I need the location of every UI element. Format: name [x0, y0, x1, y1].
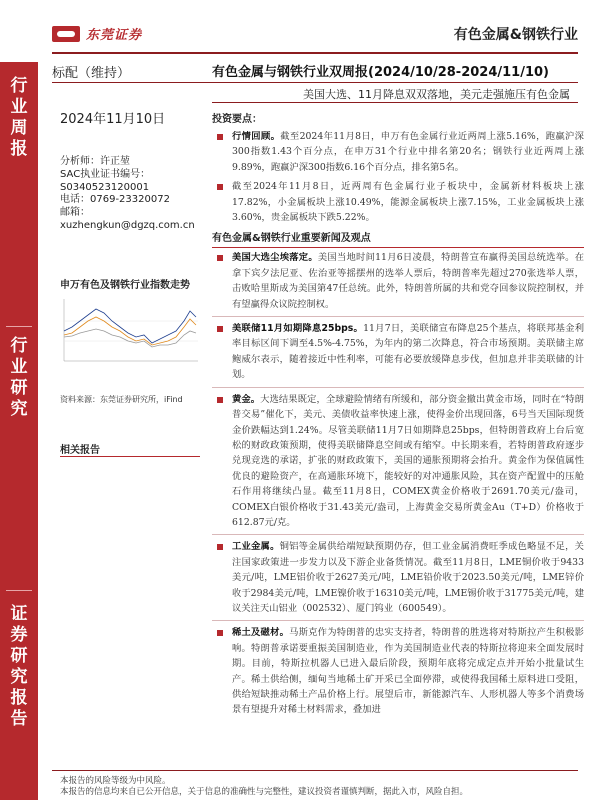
news-head: 黄金。 — [232, 393, 261, 405]
analyst-email[interactable]: xuzhengkun@dgzq.com.cn — [60, 219, 195, 231]
news-text: 铜铝等金属供给端短缺预期仍存，但工业金属消费旺季成色略显不足，关注国家政策进一步发力以及下游企业备货情况。截至11月8日，LME铜价收于9433美元/吨，LME铝价收于2627美元/吨，LME铅价收于2023.50美元/吨，LME锌价收于2984美元/吨，LME镍价收于16310美元/吨，LME锡价收于31775美元/吨，建议关注天山铝业（002532）、厦门钨业（600549）。 — [232, 541, 584, 614]
analyst-info — [60, 156, 195, 233]
footer-divider — [52, 770, 578, 771]
side-label-research: 行业研究 — [10, 336, 28, 419]
side-label-weekly: 行业周报 — [10, 76, 28, 159]
news-text: 11月7日，美联储宣布降息25个基点，将联邦基金利率目标区间下调至4.5%-4.75%，为年内的第二次降息，符合市场预期。美联储主席鲍威尔表示，随着接近中性利率，可能有必要放缓降息步伐，但加息并非美联储的计划。 — [232, 323, 585, 381]
brand-logo — [52, 24, 142, 43]
news-item — [212, 392, 584, 531]
side-divider — [6, 326, 32, 327]
analyst-name: 分析师：许正堃 — [60, 156, 130, 167]
chart-title: 申万有色及钢铁行业指数走势 — [60, 280, 190, 291]
analyst-cert-label: SAC执业证书编号： — [60, 168, 151, 180]
related-reports-title: 相关报告 — [60, 445, 100, 456]
news-item — [212, 539, 584, 616]
main-content — [212, 110, 584, 722]
logo-text: 东莞证券 — [86, 28, 143, 43]
report-date: 2024年11月10日 — [60, 112, 166, 127]
news-text: 马斯克作为特朗普的忠实支持者，特朗普的胜选将对特斯拉产生积极影响。特朗普承诺要重振美国制造业，作为美国制造业代表的特斯拉将迎来全面发展时期。目前，特斯拉机器人已进入最后阶段，预期年底将完成定点并开始小批量试生产。稀土供给侧，缅甸当地稀土矿开采已全面停滞，或使得我国稀土原料进口受阻，供给短缺推动稀土产品价格上行。展望后市，新能源汽车、人形机器人等多个消费场景有望提升对稀土材料需求，叠加进 — [232, 627, 584, 716]
news-text: 大选结果既定，全球避险情绪有所缓和，部分资金撤出黄金市场，同时在“特朗普交易”催化下，美元、美债收益率快速上涨，使得金价出现回落，6号当天国际现货金价跌幅达到1.24%。尽管美联储11月7日如期降息25bps，但特朗普政府上台后宽松的财政政策预期，使得美联储降息空间或有缩窄。中长期来看，若特朗普政府逐步兑现竞选的承诺，扩张的财政政策下，美国的通胀预期将会抬升。黄金作为保值属性优良的避险资产，在高通胀环境下，能较好的对冲通胀风险，其在资产配置中的压舱石作用将继续凸显。截至11月8日，COMEX黄金价格收于2691.70美元/盎司，COMEX白银价格收于31.43美元/盎司，上海黄金交易所黄金Au（T+D）价格收于612.87元/克。 — [232, 393, 584, 528]
news-item — [212, 250, 584, 312]
side-divider — [6, 590, 32, 591]
title-divider — [52, 82, 578, 83]
analyst-email-label: 邮箱： — [60, 207, 90, 219]
item-divider — [212, 316, 584, 317]
news-head: 美联储11月如期降息25bps。 — [232, 323, 364, 335]
related-divider — [60, 456, 200, 457]
point-item — [212, 179, 584, 225]
rating: 标配（维持） — [52, 66, 131, 81]
news-head: 美国大选尘埃落定。 — [232, 252, 318, 264]
news-head: 工业金属。 — [232, 541, 280, 553]
point-text: 截至2024年11月8日，近两周有色金属行业子板块中，金属新材料板块上涨17.82%，小金属板块上涨10.49%，能源金属板块上涨7.15%，工业金属板块上涨3.60%，贵金属板块下跌5.22%。 — [232, 181, 584, 224]
item-divider — [212, 534, 584, 535]
section-title: 投资要点： — [212, 114, 262, 125]
point-text: 截至2024年11月8日，申万有色金属行业近两周上涨5.16%，跑赢沪深300指数1.43个百分点，在申万31个行业中排名第20名；钢铁行业近两周上涨9.89%，跑赢沪深300指数6.16个百分点，排名第5名。 — [232, 131, 584, 173]
analyst-cert-no: S0340523120001 — [60, 181, 150, 193]
risk-level-note: 本报告的风险等级为中风险。 — [60, 776, 171, 786]
disclaimer-note: 本报告的信息均来自已公开信息，关于信息的准确性与完整性，建议投资者谨慎判断，据此入市，风险自担。 — [60, 787, 469, 797]
top-divider — [52, 52, 578, 54]
subtitle-divider — [212, 102, 578, 103]
point-head: 行情回顾。 — [232, 131, 281, 142]
item-divider — [212, 620, 584, 621]
analyst-phone: 电话：0769-23320072 — [60, 194, 170, 206]
chart-source: 资料来源：东莞证券研究所，iFind — [60, 395, 183, 404]
news-item — [212, 321, 584, 383]
news-text: 美国当地时间11月6日凌晨，特朗普宣布赢得美国总统选举。在拿下宾夕法尼亚、佐治亚等摇摆州的选举人票后，特朗普率先超过270张选举人票，击败哈里斯成为美国第47任总统。此外，特朗普所属的共和党夺回参议院控制权，并有望赢得众议院控制权。 — [232, 252, 584, 310]
report-subtitle: 美国大选、11月降息双双落地，美元走强施压有色金属 — [303, 88, 570, 101]
news-section-title: 有色金属&钢铁行业重要新闻及观点 — [212, 229, 584, 248]
news-head: 稀土及磁材。 — [232, 627, 290, 639]
item-divider — [212, 387, 584, 388]
footer — [60, 776, 468, 798]
index-trend-chart — [60, 291, 200, 375]
header-industry: 有色金属&钢铁行业 — [453, 27, 578, 43]
point-item — [212, 129, 584, 175]
side-label-report: 证券研究报告 — [10, 604, 28, 729]
news-item — [212, 625, 584, 717]
report-title: 有色金属与钢铁行业双周报(2024/10/28-2024/11/10) — [212, 65, 549, 80]
logo-mark-icon — [52, 26, 80, 42]
